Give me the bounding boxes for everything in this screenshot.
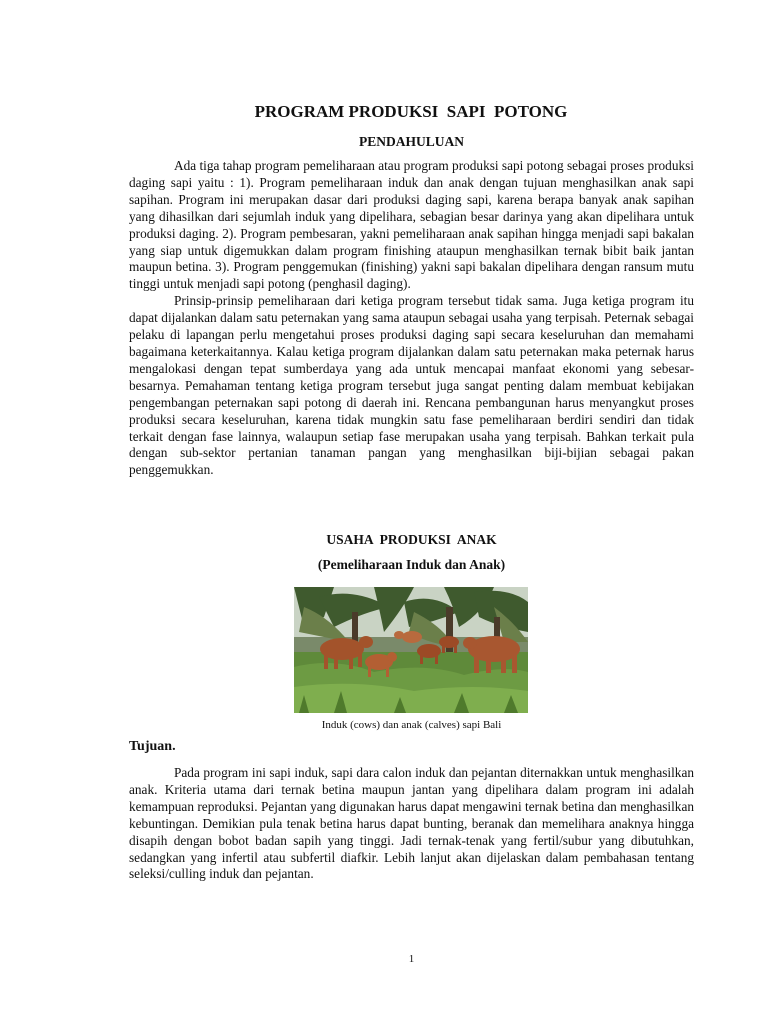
intro-text xyxy=(129,158,694,479)
section-heading-usaha-produksi-anak: USAHA PRODUKSI ANAK xyxy=(326,532,497,547)
section-heading-pendahuluan: PENDAHULUAN xyxy=(358,134,464,149)
document-title: PROGRAM PRODUKSI SAPI POTONG xyxy=(254,102,568,121)
page-number: 1 xyxy=(408,953,415,965)
tujuan-text xyxy=(129,765,694,883)
tujuan-heading: Tujuan. xyxy=(129,739,176,754)
section-subheading: (Pemeliharaan Induk dan Anak) xyxy=(317,557,506,572)
intro-paragraph: Prinsip-prinsip pemeliharaan dari ketiga program tersebut tidak sama. Juga ketiga program itu dapat dijalankan dalam satu peternakan yang sama ataupun sebagai usaha yang terpisah. Peternak sebagai pelaku di lapangan perlu mengetahui proses produksi daging sapi secara keseluruhan dan memahami bagaimana keterkaitannya. Kalau ketiga program dijalankan dalam satu peternakan maka peternak harus mengalokasi dengan tepat sumberdaya yang ada untuk mencapai manfaat ekonomi yang sebesar-besarnya. Pemahaman tentang ketiga program tersebut juga sangat penting dalam membuat kebijakan pengembangan peternakan sapi potong di daerah ini. Rencana pembangunan harus menyangkut proses produksi secara keseluruhan, karena tidak mungkin satu fase pemeliharaan berdiri sendiri dan tidak terkait dengan fase lainnya, walaupun setiap fase merupakan usaha yang terpisah. Bahkan terkait pula dengan sub-sektor pertanian tanaman pangan yang menghasilkan biji-bijian sebagai pakan penggemukkan. xyxy=(129,293,694,478)
intro-paragraph: Ada tiga tahap program pemeliharaan atau program produksi sapi potong sebagai proses produksi daging sapi yaitu : 1). Program pemeliharaan induk dan anak dengan tujuan menghasilkan anak sapi sapihan. Program ini merupakan dasar dari produksi daging sapi, karena berapa banyak anak sapihan yang dihasilkan dari sejumlah induk yang dipelihara, sebagian besar darinya yang akan dipelihara untuk produksi daging. 2). Program pembesaran, yakni pemeliharaan anak sapihan hingga menjadi sapi bakalan yang siap untuk digemukkan dalam program finishing ataupun menghasilkan ternak bibit baik jantan maupun betina. 3). Program penggemukan (finishing) yakni sapi bakalan dipelihara dengan ransum mutu tinggi untuk menjadi sapi potong (penghasil daging). xyxy=(129,158,694,292)
tujuan-paragraph: Pada program ini sapi induk, sapi dara calon induk dan pejantan diternakkan untuk menghasilkan anak. Kriteria utama dari ternak betina maupun jantan yang dipelihara dalam program ini adalah kemampuan reproduksi. Pejantan yang digunakan harus dapat mengawini ternak betina dan menghasilkan kebuntingan. Demikian pula tenak betina harus dapat bunting, beranak dan memelihara anaknya hingga disapih dengan bobot badan sapih yang tinggi. Jadi ternak-tenak yang fertil/subur yang dibutuhkan, sedangkan yang infertil atau subfertil diafkir. Lebih lanjut akan dijelaskan dalam pembahasan tentang seleksi/culling induk dan pejantan. xyxy=(129,765,694,882)
photo-caption: Induk (cows) dan anak (calves) sapi Bali xyxy=(321,719,502,731)
cattle-photo xyxy=(294,587,528,713)
